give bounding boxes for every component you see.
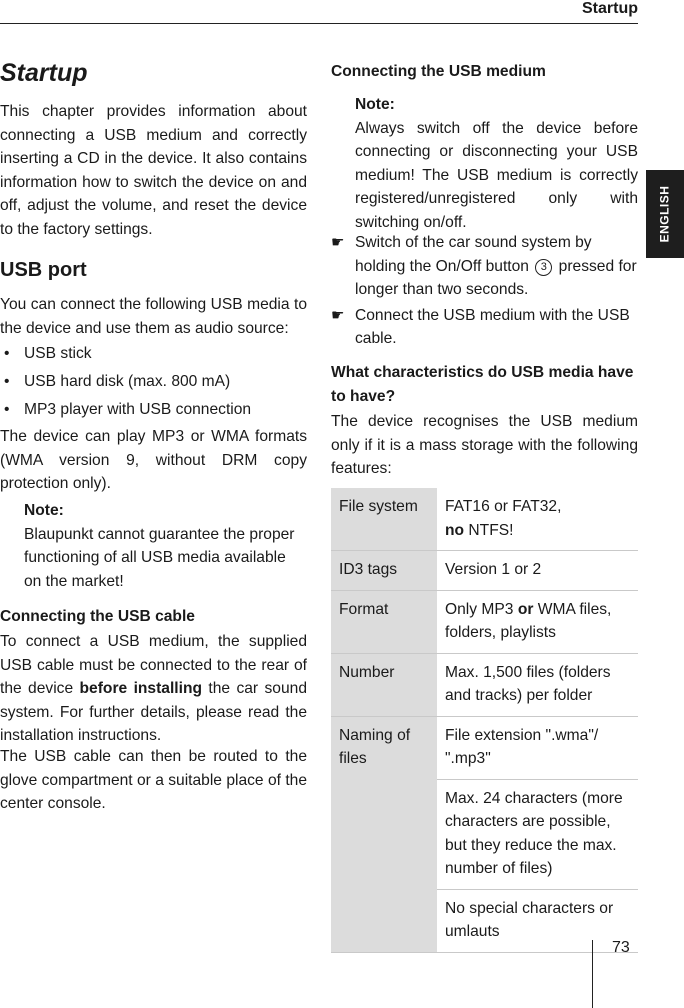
table-value: File extension ".wma"/ ".mp3": [437, 716, 638, 779]
table-row: [331, 488, 638, 551]
note-text: Blaupunkt cannot guarantee the proper functioning of all USB media available on the market!: [24, 525, 295, 590]
table-row: [331, 551, 638, 591]
running-header: Startup: [582, 0, 638, 17]
fs-value-bold: no: [445, 521, 465, 539]
right-column: [331, 0, 638, 1008]
page-number: 73: [612, 939, 630, 956]
step2-text: Connect the USB medium with the USB cable.: [355, 306, 630, 347]
table-key: File system: [331, 488, 437, 551]
characteristics-text: The device recognises the USB medium only if it is a mass storage with the following features:: [331, 413, 638, 477]
table-value: Max. 1,500 files (folders and tracks) per folder: [437, 653, 638, 716]
format-value-part2: WMA files, folders, playlists: [445, 600, 612, 641]
step1-text-b: pressed for longer than two seconds.: [355, 257, 637, 298]
list-item: • USB hard disk (max. 800 mA): [0, 370, 307, 394]
intro-paragraph: This chapter provides information about connecting a USB medium and correctly inserting a CD in the device. It also contains information how to switch the device on and off, adjust the volume, and reset the device to the factory settings.: [0, 103, 307, 238]
fs-value-part1: FAT16 or FAT32,: [445, 498, 562, 515]
fs-value-part2: NTFS!: [468, 521, 514, 539]
pointing-hand-icon: ☛: [331, 306, 345, 324]
usb-requirements-table: [331, 488, 638, 953]
table-value: [437, 488, 638, 551]
table-key: Naming of files: [331, 716, 437, 952]
pointing-hand-icon: ☛: [331, 234, 345, 251]
step-item: [331, 304, 638, 351]
note-block: [0, 499, 307, 593]
usb-port-text: You can connect the following USB media to the device and use them as audio source:: [0, 296, 307, 337]
step-item: [331, 231, 638, 302]
usb-medium-heading: Connecting the USB medium: [331, 63, 546, 80]
list-item: • USB stick: [0, 342, 307, 366]
usb-cable-route-text: The USB cable can then be routed to the glove compartment or a suitable place of the center console.: [0, 748, 307, 812]
medium-note-block: [331, 93, 638, 234]
table-value: Version 1 or 2: [437, 551, 638, 591]
characteristics-heading: What characteristics do USB media have to have?: [331, 364, 634, 405]
table-key: Number: [331, 653, 437, 716]
usb-cable-text-part2: the car sound system. For further details, please read the installation instructions.: [0, 680, 307, 744]
note-text: Always switch off the device before connecting or disconnecting your USB medium! The USB medium is correctly registered/unregistered only with switching on/off.: [355, 119, 638, 231]
table-row: [331, 716, 638, 779]
usb-cable-text-bold: before installing: [79, 680, 203, 697]
table-row: [331, 653, 638, 716]
table-key: ID3 tags: [331, 551, 437, 591]
format-value-part1: Only MP3: [445, 600, 514, 618]
formats-text: The device can play MP3 or WMA formats (WMA version 9, without DRM copy protection only).: [0, 428, 307, 492]
language-tab-label: ENGLISH: [657, 185, 672, 243]
list-item: • MP3 player with USB connection: [0, 398, 307, 422]
table-value: [437, 590, 638, 653]
footer-rule: [592, 940, 593, 1008]
note-title: Note:: [355, 96, 395, 113]
button-number-badge: 3: [535, 259, 552, 276]
usb-cable-heading: Connecting the USB cable: [0, 608, 195, 625]
usb-cable-text: [0, 630, 307, 748]
note-title: Note:: [24, 502, 64, 519]
usb-media-list: [0, 342, 307, 426]
step-list: [331, 231, 638, 353]
usb-port-heading: USB port: [0, 259, 87, 281]
language-tab: [646, 170, 684, 258]
table-value: No special characters or umlauts: [437, 889, 638, 952]
usb-cable-text-part1: To connect a USB medium, the supplied USB cable must be connected to the rear of the device: [0, 633, 307, 697]
page-title: Startup: [0, 59, 88, 87]
table-value: Max. 24 characters (more characters are possible, but they reduce the max. number of files): [437, 779, 638, 889]
format-value-bold: or: [517, 600, 534, 618]
table-key: Format: [331, 590, 437, 653]
step1-text-a: Switch of the car sound system by holding the On/Off button: [355, 234, 592, 275]
table-row: [331, 590, 638, 653]
